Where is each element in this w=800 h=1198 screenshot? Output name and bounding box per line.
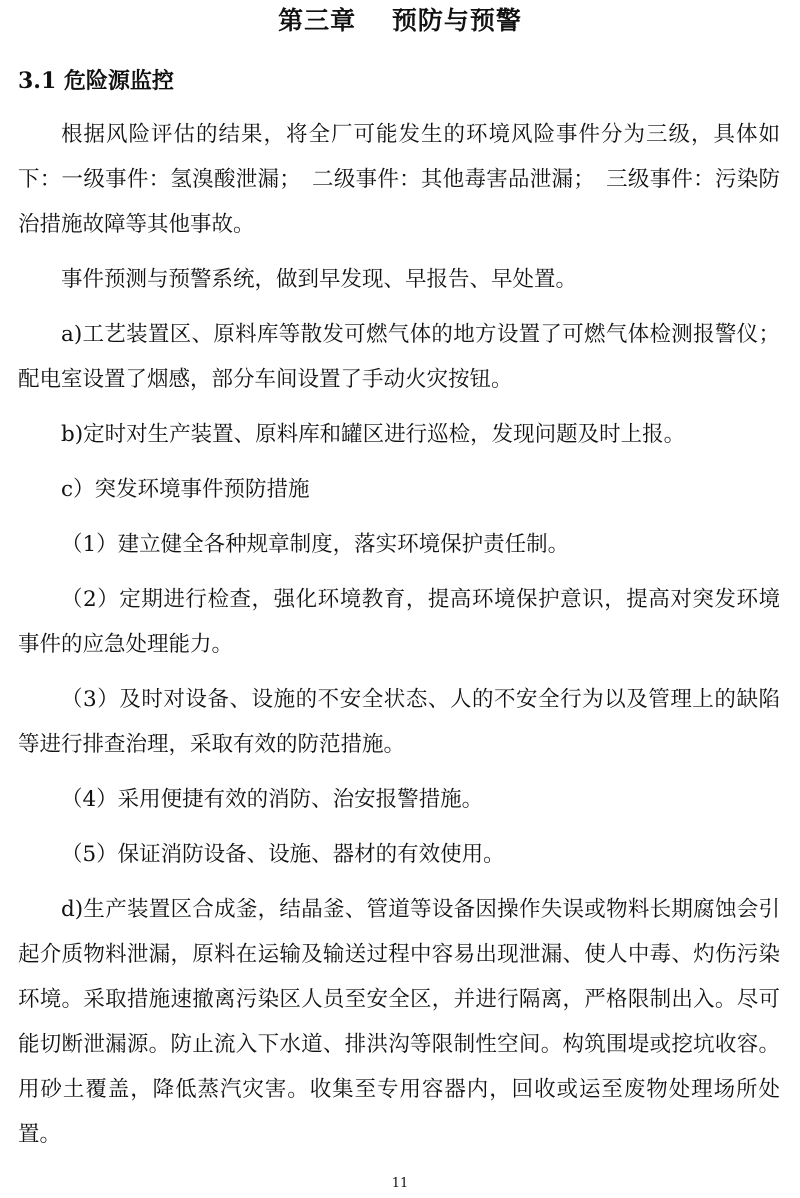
body-text [18, 112, 780, 1167]
section-heading: 3.1 危险源监控 [18, 68, 174, 94]
paragraph-measure-4: （4）采用便捷有效的消防、治安报警措施。 [61, 787, 484, 812]
page-number: 11 [391, 1176, 409, 1191]
paragraph-item-a: a)工艺装置区、原料库等散发可燃气体的地方设置了可燃气体检测报警仪；配电室设置了烟感，部分车间设置了手动火灾按钮。 [18, 322, 780, 392]
paragraph-measure-3: （3）及时对设备、设施的不安全状态、人的不安全行为以及管理上的缺陷等进行排查治理，采取有效的防范措施。 [18, 687, 780, 757]
paragraph-item-d: d)生产装置区合成釜，结晶釜、管道等设备因操作失误或物料长期腐蚀会引起介质物料泄漏，原料在运输及输送过程中容易出现泄漏、使人中毒、灼伤污染环境。采取措施速撤离污染区人员至安全区，并进行隔离，严格限制出入。尽可能切断泄漏源。防止流入下水道、排洪沟等限制性空间。构筑围堤或挖坑收容。用砂土覆盖，降低蒸汽灾害。收集至专用容器内，回收或运至废物处理场所处置。 [18, 897, 780, 1147]
paragraph-measure-2: （2）定期进行检查，强化环境教育，提高环境保护意识，提高对突发环境事件的应急处理能力。 [18, 587, 780, 657]
chapter-title: 第三章 预防与预警 [278, 6, 522, 35]
paragraph-measure-1: （1）建立健全各种规章制度，落实环境保护责任制。 [61, 532, 570, 557]
paragraph-item-b: b)定时对生产装置、原料库和罐区进行巡检，发现问题及时上报。 [61, 422, 686, 447]
paragraph-measure-5: （5）保证消防设备、设施、器材的有效使用。 [61, 842, 505, 867]
paragraph-risk-levels: 根据风险评估的结果，将全厂可能发生的环境风险事件分为三级，具体如下：一级事件：氢溴酸泄漏； 二级事件：其他毒害品泄漏； 三级事件：污染防治措施故障等其他事故。 [18, 122, 780, 237]
paragraph-item-c: c）突发环境事件预防措施 [61, 477, 310, 502]
paragraph-warning-system: 事件预测与预警系统，做到早发现、早报告、早处置。 [61, 267, 578, 292]
